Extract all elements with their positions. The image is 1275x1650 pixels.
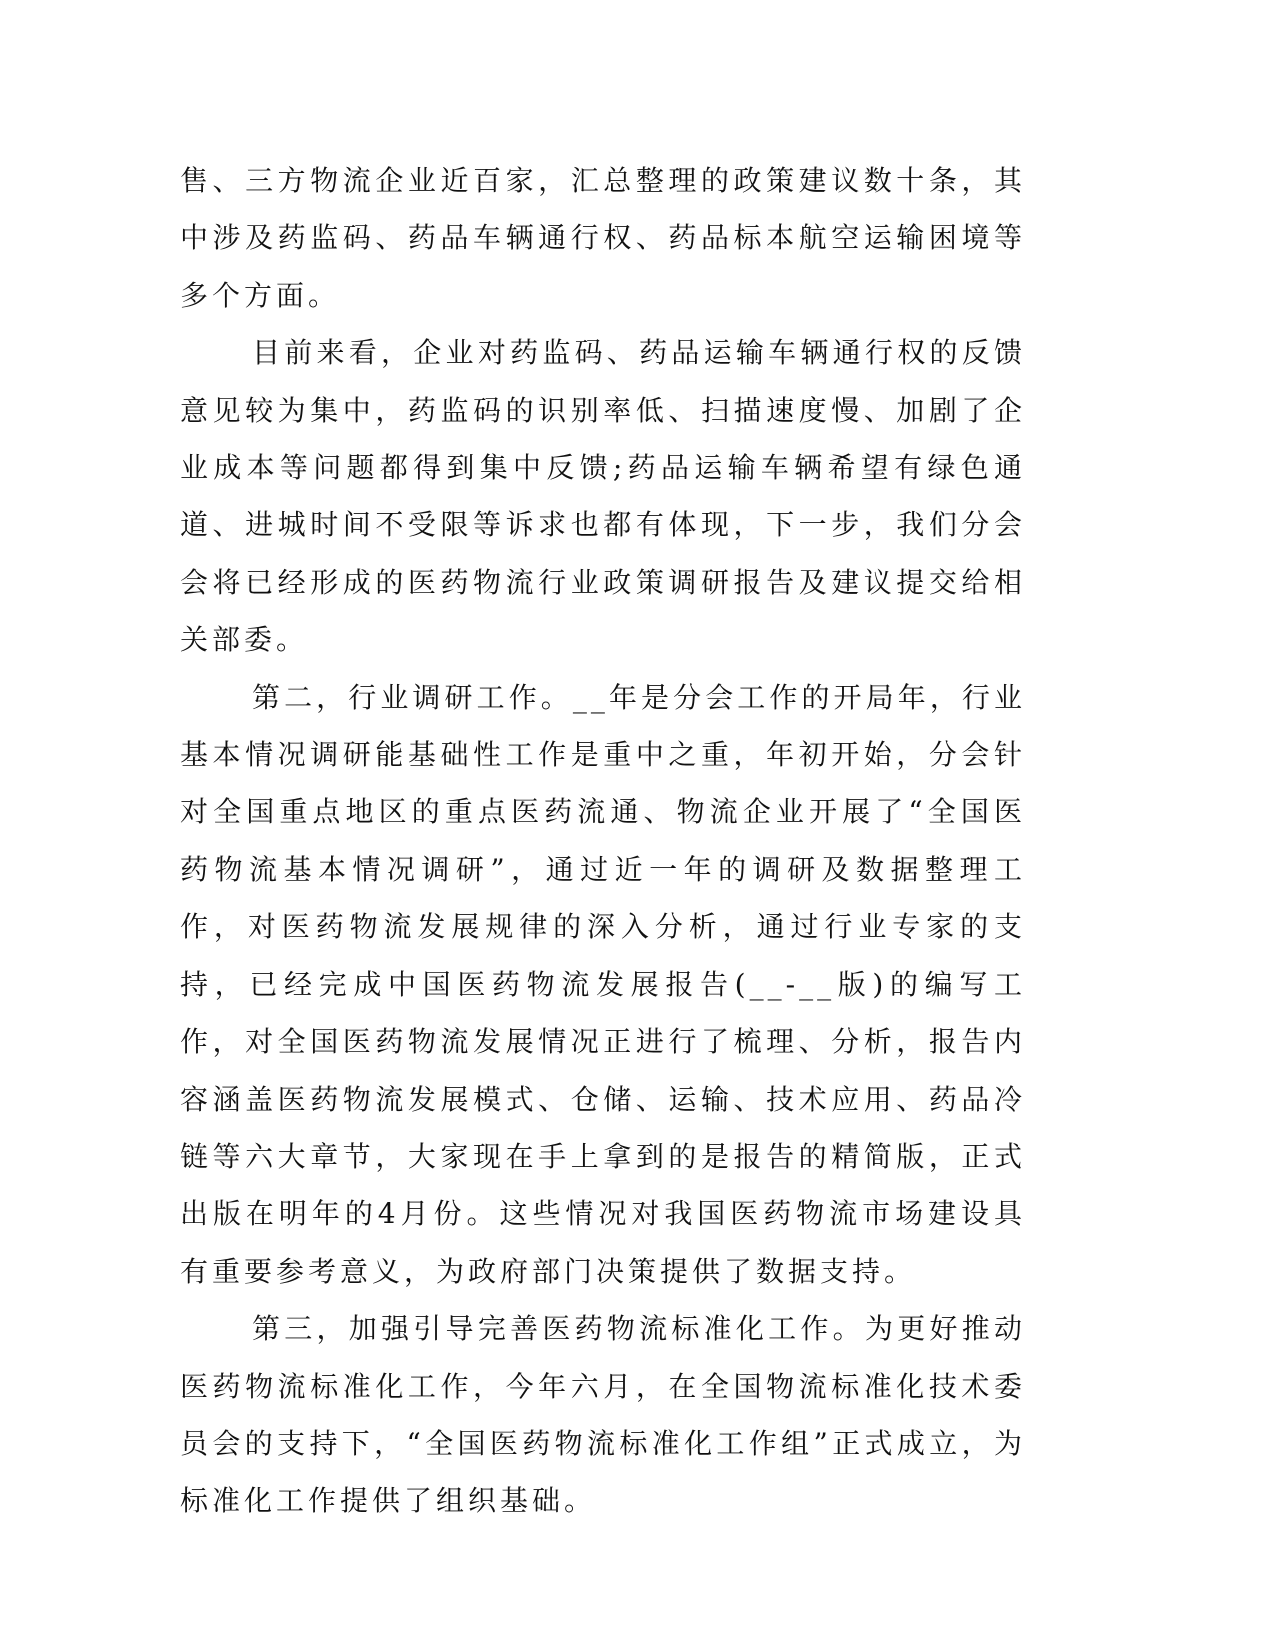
paragraph-3: 第二，行业调研工作。__年是分会工作的开局年，行业基本情况调研能基础性工作是重中之重，年初开始，分会针对全国重点地区的重点医药流通、物流企业开展了“全国医药物流基本情况调研”，通过近一年的调研及数据整理工作，对医药物流发展规律的深入分析，通过行业专家的支持，已经完成中国医药物流发展报告(__-__版)的编写工作，对全国医药物流发展情况正进行了梳理、分析，报告内容涵盖医药物流发展模式、仓储、运输、技术应用、药品冷链等六大章节，大家现在手上拿到的是报告的精简版，正式出版在明年的4月份。这些情况对我国医药物流市场建设具有重要参考意义，为政府部门决策提供了数据支持。 [180, 680, 1026, 1288]
paragraph-4: 第三，加强引导完善医药物流标准化工作。为更好推动医药物流标准化工作，今年六月，在全国物流标准化技术委员会的支持下，“全国医药物流标准化工作组”正式成立，为标准化工作提供了组织基础。 [180, 1312, 1026, 1518]
document-body [180, 152, 1026, 1530]
paragraph-2: 目前来看，企业对药监码、药品运输车辆通行权的反馈意见较为集中，药监码的识别率低、扫描速度慢、加剧了企业成本等问题都得到集中反馈;药品运输车辆希望有绿色通道、进城时间不受限等诉求也都有体现，下一步，我们分会会将已经形成的医药物流行业政策调研报告及建议提交给相关部委。 [180, 336, 1026, 657]
paragraph-1: 售、三方物流企业近百家，汇总整理的政策建议数十条，其中涉及药监码、药品车辆通行权、药品标本航空运输困境等多个方面。 [180, 164, 1026, 312]
